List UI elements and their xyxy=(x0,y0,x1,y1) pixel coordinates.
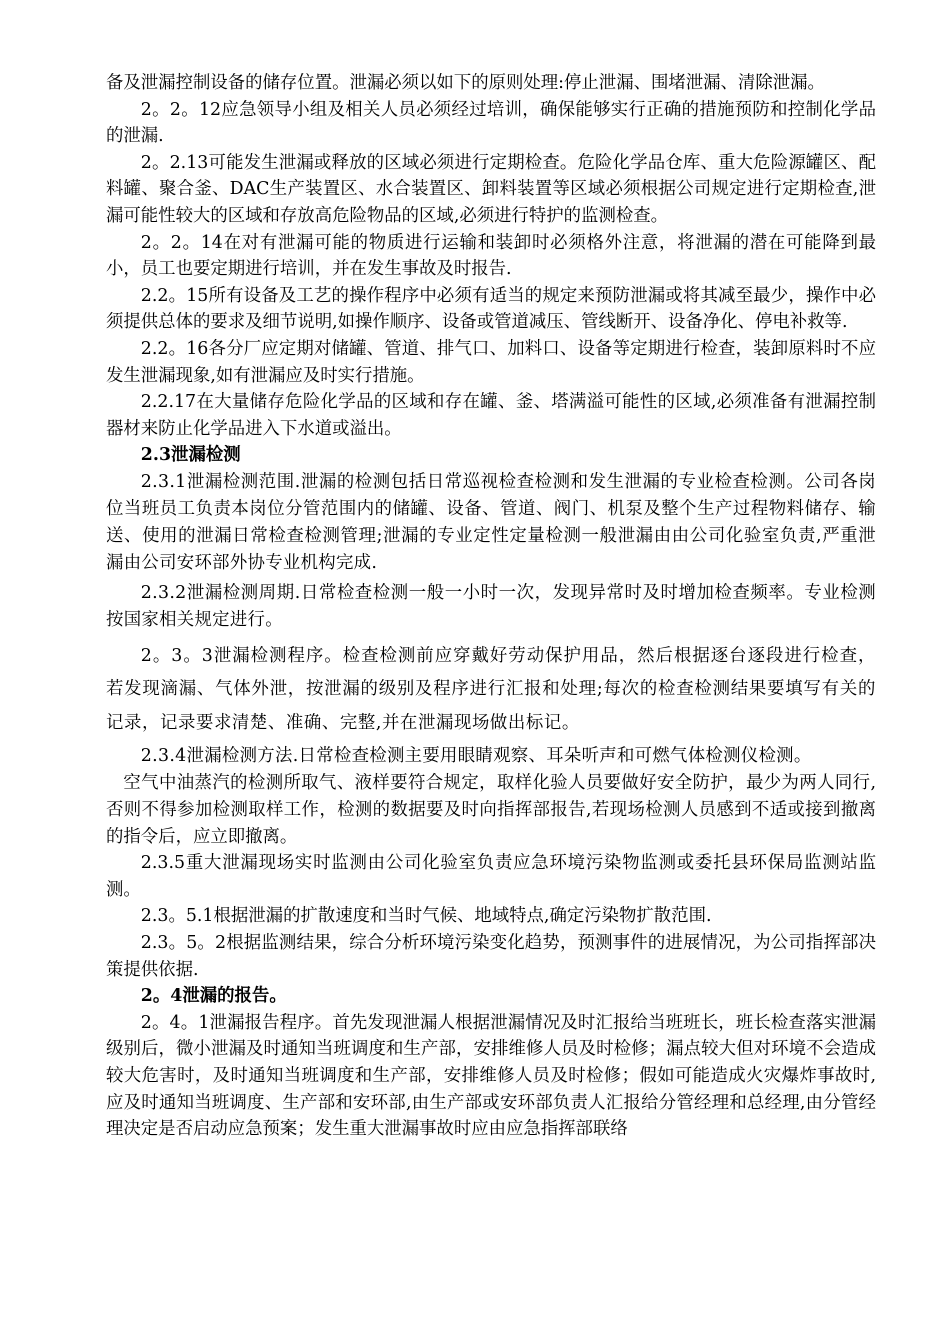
document-body xyxy=(106,70,876,1143)
paragraph: 2。2。12应急领导小组及相关人员必须经过培训，确保能够实行正确的措施预防和控制化学品的泄漏. xyxy=(106,99,876,147)
section-heading: 2.3泄漏检测 xyxy=(140,445,241,466)
paragraph: 2.2.17在大量储存危险化学品的区域和存在罐、釜、塔满溢可能性的区域,必须准备有泄漏控制器材来防止化学品进入下水道或溢出。 xyxy=(106,392,876,439)
paragraph: 备及泄漏控制设备的储存位置。泄漏必须以如下的原则处理:停止泄漏、围堵泄漏、清除泄漏。 xyxy=(106,73,825,93)
paragraph: 2.3.1泄漏检测范围.泄漏的检测包括日常巡视检查检测和发生泄漏的专业检查检测。公司各岗位当班员工负责本岗位分管范围内的储罐、设备、管道、阀门、机泵及整个生产过程物料储存、输送、使用的泄漏日常检查检测管理;泄漏的专业定性定量检测一般泄漏由由公司化验室负责,严重泄漏由公司安环部外协专业机构完成. xyxy=(106,471,876,573)
paragraph: 2.3.5重大泄漏现场实时监测由公司化验室负责应急环境污染物监测或委托县环保局监测站监测。 xyxy=(106,853,876,900)
paragraph: 2.2。16各分厂应定期对储罐、管道、排气口、加料口、设备等定期进行检查，装卸原料时不应发生泄漏现象,如有泄漏应及时实行措施。 xyxy=(106,338,876,386)
paragraph: 2.3.4泄漏检测方法.日常检查检测主要用眼睛观察、耳朵听声和可燃气体检测仪检测。 xyxy=(140,746,812,767)
paragraph: 2.3。5.1根据泄漏的扩散速度和当时气候、地域特点,确定污染物扩散范围. xyxy=(140,906,712,927)
section-heading: 2。4泄漏的报告。 xyxy=(140,986,287,1007)
paragraph: 2。2。14在对有泄漏可能的物质进行运输和装卸时必须格外注意，将泄漏的潜在可能降到最小，员工也要定期进行培训，并在发生事故及时报告. xyxy=(106,232,876,280)
paragraph: 2。4。1泄漏报告程序。首先发现泄漏人根据泄漏情况及时汇报给当班班长，班长检查落实泄漏级别后，微小泄漏及时通知当班调度和生产部，安排维修人员及时检修；漏点较大但对环境不会造成较大危害时，及时通知当班调度和生产部，安排维修人员及时检修；假如可能造成火灾爆炸事故时,应及时通知当班调度、生产部和安环部,由生产部或安环部负责人汇报给分管经理和总经理,由分管经理决定是否启动应急预案；发生重大泄漏事故时应由应急指挥部联络 xyxy=(106,1012,876,1140)
paragraph: 2。3。3泄漏检测程序。检查检测前应穿戴好劳动保护用品，然后根据逐台逐段进行检查，若发现滴漏、气体外泄，按泄漏的级别及程序进行汇报和处理;每次的检查检测结果要填写有关的记录，记录要求清楚、准确、完整,并在泄漏现场做出标记。 xyxy=(106,645,876,733)
paragraph: 2.3.2泄漏检测周期.日常检查检测一般一小时一次，发现异常时及时增加检查频率。专业检测按国家相关规定进行。 xyxy=(106,582,876,630)
paragraph: 2.3。5。2根据监测结果，综合分析环境污染变化趋势，预测事件的进展情况，为公司指挥部决策提供依据. xyxy=(106,932,876,980)
paragraph: 空气中油蒸汽的检测所取气、液样要符合规定，取样化验人员要做好安全防护，最少为两人同行,否则不得参加检测取样工作，检测的数据要及时向指挥部报告,若现场检测人员感到不适或接到撤离的指令后，应立即撤离。 xyxy=(106,773,876,847)
paragraph: 2。2.13可能发生泄漏或释放的区域必须进行定期检查。危险化学品仓库、重大危险源罐区、配料罐、聚合釜、DAC生产装置区、水合装置区、卸料装置等区域必须根据公司规定进行定期检查,泄漏可能性较大的区域和存放高危险物品的区域,必须进行特护的监测检查。 xyxy=(106,152,876,226)
paragraph: 2.2。15所有设备及工艺的操作程序中必须有适当的规定来预防泄漏或将其减至最少，操作中必须提供总体的要求及细节说明,如操作顺序、设备或管道减压、管线断开、设备净化、停电补救等. xyxy=(106,285,876,333)
